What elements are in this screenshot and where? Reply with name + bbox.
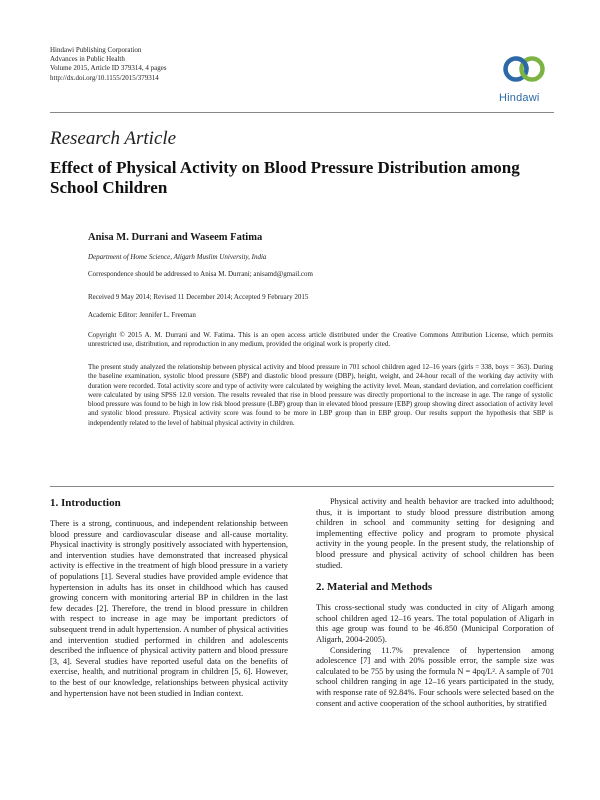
authors: Anisa M. Durrani and Waseem Fatima (88, 232, 263, 243)
methods-heading: 2. Material and Methods (316, 581, 433, 594)
publisher-name: Hindawi Publishing Corporation (50, 46, 142, 54)
copyright-notice: Copyright © 2015 A. M. Durrani and W. Fatima. This is an open access article distributed under the Creative Commons Attribution License, which permits unrestricted use, distribution, and reproduction in any medium, provided the original work is properly cited. (88, 331, 553, 349)
correspondence: Correspondence should be addressed to Anisa M. Durrani; anisamd@gmail.com (88, 270, 313, 278)
intro-paragraph: There is a strong, continuous, and independent relationship between blood pressure and cardiovascular disease and all-cause mortality. Physical inactivity is strongly positively associated with hypertension, and intervention studies have demonstrated that increased physical activity is effective in the treatment of high blood pressure in a variety of populations [1]. Several studies have provided ample evidence that hypertension in adults has its onset in childhood which has caused growing concern with monitoring arterial BP in children in the last few decades [2]. Therefore, the trend in blood pressure in children with respect to increase in age may be important predictors of subsequent trend in adult hypertension. A number of physical activities and intervention studied performed in children and adolescents described the influence of physical activity pattern and blood pressure [3, 4]. Several studies have reported useful data on the benefits of exercise, health, and nutritional program in children [5, 6]. However, to the best of our knowledge, relationships between physical activity and hypertension have not been studied in Indian context. (50, 519, 288, 698)
header-divider (50, 112, 554, 113)
affiliation: Department of Home Science, Aligarh Muslim University, India (88, 253, 267, 261)
article-title: Effect of Physical Activity on Blood Pressure Distribution among School Children (50, 158, 520, 197)
journal-meta (50, 46, 167, 83)
right-column (316, 497, 554, 709)
methods-paragraph-sample: Considering 11.7% prevalence of hypertension among adolescence [7] and with 20% possible error, the sample size was calculated to be 755 by using the formula N = 4pq/L². A sample of 701 school children ranging in age 12–16 years participated in the study, with response rate of 92.84%. Four schools were selected based on the consent and active cooperation of the school authorities, by stratified (316, 645, 554, 708)
article-type: Research Article (50, 128, 177, 149)
abstract-divider (50, 486, 554, 487)
doi-link[interactable]: http://dx.doi.org/10.1155/2015/379314 (50, 73, 159, 82)
methods-paragraph: This cross-sectional study was conducted in city of Aligarh among school children aged 12–16 years. The total population of Aligarh in this age group was found to be 46.850 (Municipal Corporation of Aligarh, 2004-2005). (316, 603, 554, 644)
abstract: The present study analyzed the relationship between physical activity and blood pressure in 701 school children aged 12–16 years (girls = 338, boys = 363). During the baseline examination, systolic blood pressure (SBP) and diastolic blood pressure (DBP), height, weight, and 24-hour recall of the working day activity with duration were recorded. Total activity score and type of activity were calculated by weighing the activity level. Mean, standard deviation, and correlation coefficient were calculated by using SPSS 12.0 version. The results revealed that rise in blood pressure was directly proportional to the increase in age. The range of systolic blood pressure was found to be high in low risk blood pressure (LBP) group than in elevated blood pressure (EBP) group showing direct association of activity level and systolic blood pressure. Physical activity score was found to be more in LBP group than in EBP group. Our results support the hypothesis that SBP is independently related to the level of habitual physical activity in children. (88, 363, 553, 427)
hindawi-logo-text: Hindawi (499, 92, 540, 104)
intro-paragraph-continued: Physical activity and health behavior are tracked into adulthood; thus, it is important to study blood pressure distribution among children in school and community setting for designing and implementing effective policy and program to promote physical activity in the young people. In the present study, the relationship of blood pressure and physical activity of school children has been studied. (316, 497, 554, 570)
academic-editor: Academic Editor: Jennifer L. Freeman (88, 311, 196, 319)
left-column (50, 497, 288, 699)
volume-info: Volume 2015, Article ID 379314, 4 pages (50, 64, 167, 73)
intro-heading: 1. Introduction (50, 497, 121, 509)
journal-name: Advances in Public Health (50, 55, 125, 64)
article-dates: Received 9 May 2014; Revised 11 December 2014; Accepted 9 February 2015 (88, 293, 309, 301)
